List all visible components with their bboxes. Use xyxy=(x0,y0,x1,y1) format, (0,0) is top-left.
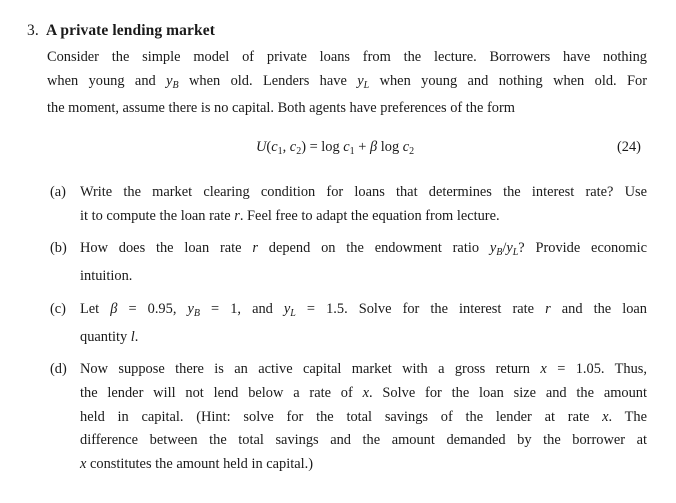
question-label: (b) xyxy=(50,240,67,257)
question-list xyxy=(47,181,647,486)
question-line: Write the market clearing condition for loans that determines the interest rate? Use xyxy=(80,184,647,200)
problem-number: 3. xyxy=(27,22,39,39)
question-item xyxy=(47,358,647,477)
question-line: intuition. xyxy=(80,268,133,285)
question-line: it to compute the loan rate r. Feel free to adapt the equation from lecture. xyxy=(80,207,500,224)
question-line: difference between the total savings and the amount demanded by the borrower at xyxy=(80,432,647,449)
question-item xyxy=(47,181,647,228)
problem-heading xyxy=(27,22,215,40)
question-line: held in capital. (Hint: solve for the total savings of the lender at rate x. The xyxy=(80,408,648,425)
question-line: quantity l. xyxy=(80,328,139,345)
intro-line: Consider the simple model of private loans from the lecture. Borrowers have nothing xyxy=(47,49,647,65)
question-label: (a) xyxy=(50,184,66,200)
question-line: the lender will not lend below a rate of x. Solve for the loan size and the amount xyxy=(80,384,647,401)
equation-number: (24) xyxy=(617,139,641,155)
question-line: How does the loan rate r depend on the endowment ratio $y_B/y_L$? Provide economic xyxy=(80,240,647,259)
question-label: (c) xyxy=(50,300,66,317)
intro-paragraph xyxy=(47,46,647,121)
question-item xyxy=(47,237,647,288)
question-line: Let β = 0.95, $y_B = 1$, and $y_L = 1.5$. Solve for the interest rate r and the loan xyxy=(80,300,647,319)
equation-body: $U(c_1$, $c_2) = \log c_1 + \beta$ $\log c_2$ xyxy=(256,139,415,157)
problem-title: A private lending market xyxy=(45,22,215,39)
intro-line: when young and $y_B$ when old. Lenders have $y_L$ when young and nothing when old. For xyxy=(47,72,647,91)
question-line: Now suppose there is an active capital market with a gross return x = 1.05. Thus, xyxy=(80,361,647,378)
question-item xyxy=(47,298,647,349)
intro-line: the moment, assume there is no capital. Both agents have preferences of the form xyxy=(47,100,515,117)
question-label: (d) xyxy=(50,361,67,378)
question-line: x constitutes the amount held in capital.) xyxy=(80,456,313,473)
